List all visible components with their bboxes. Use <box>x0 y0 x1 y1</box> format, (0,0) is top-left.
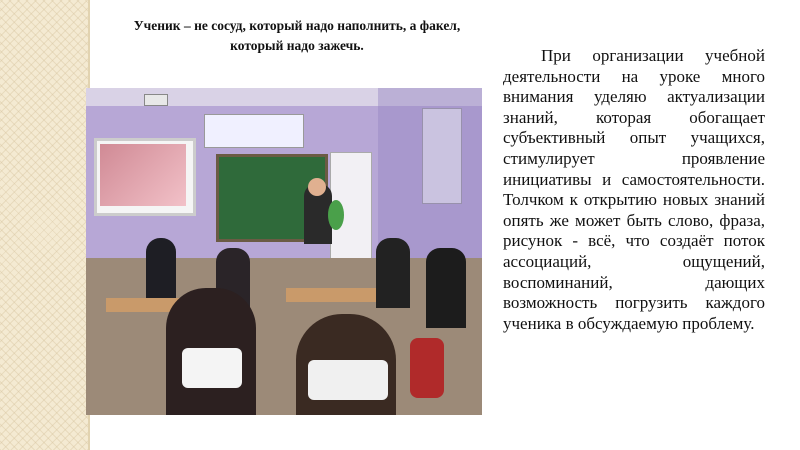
student-collar <box>308 360 388 400</box>
main-paragraph: При организации учебной деятельности на уроке много внимания уделяю актуализации знаний, которая обогащает субъективный опыт учащихся, стимулирует проявление инициативы и самостоятельности. Толчком к открытию новых знаний опять же может быть слово, фраза, рисунок - всё, что создаёт поток ассоциаций, ощущений, воспоминаний, дающих возможность погрузить каждого ученика в обсуждаемую проблему. <box>503 46 765 333</box>
student-collar <box>182 348 242 388</box>
backpack <box>410 338 444 398</box>
epigraph-quote: Ученик – не сосуд, который надо наполнить, а факел, который надо зажечь. <box>133 18 461 53</box>
whiteboard-screen <box>100 144 186 206</box>
student <box>426 248 466 328</box>
classroom-photo <box>86 88 482 415</box>
student <box>146 238 176 298</box>
projector <box>144 94 168 106</box>
teacher-head <box>308 178 326 196</box>
plant <box>328 200 344 230</box>
student <box>376 238 410 308</box>
decorative-left-strip <box>0 0 88 450</box>
alphabet-poster <box>204 114 304 148</box>
